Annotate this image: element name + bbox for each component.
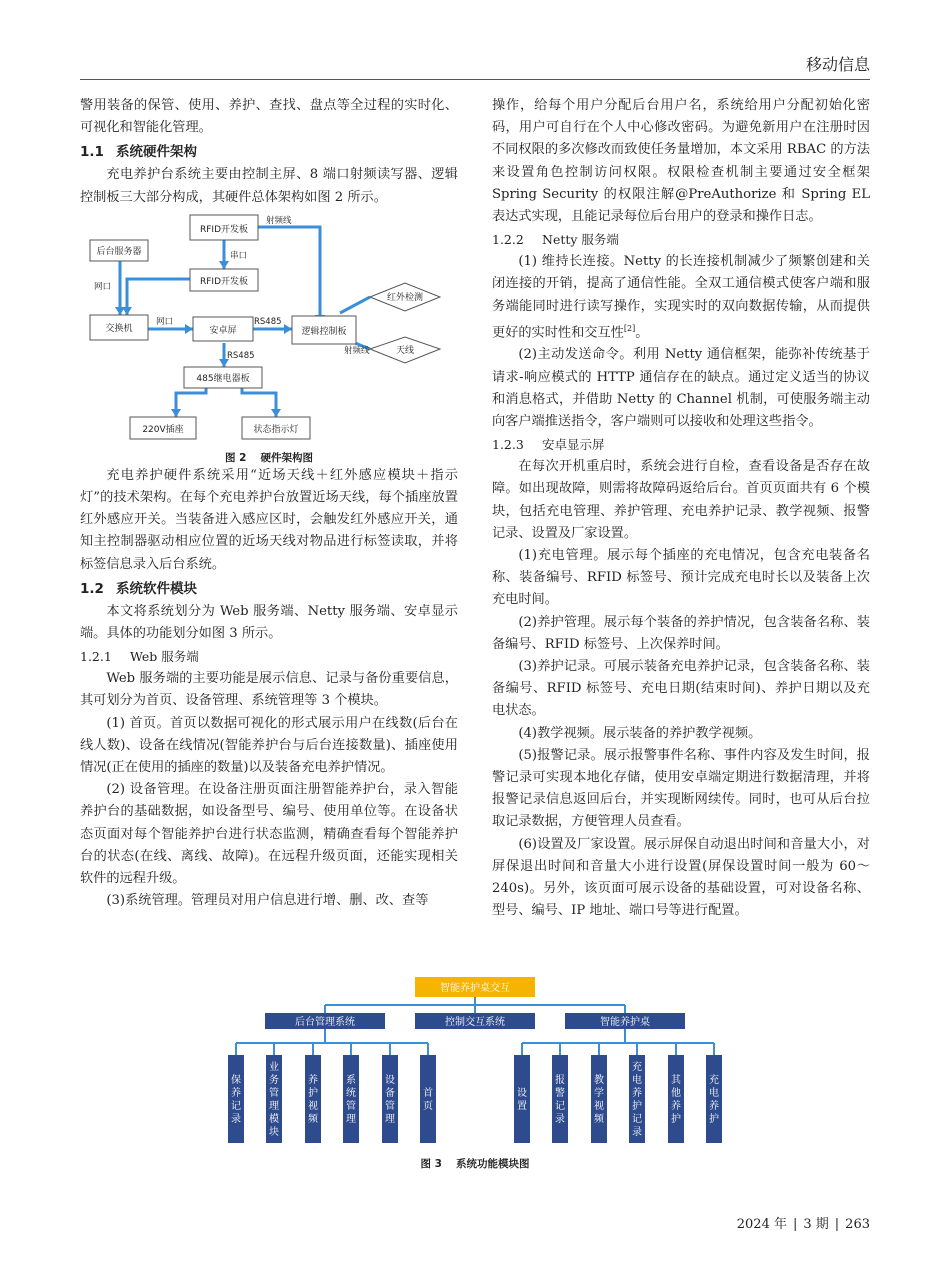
fig3-leaf-char: 养: [671, 1101, 681, 1112]
edge-rf1: [258, 227, 320, 323]
figure-3-caption: 图 3 系统功能模块图: [420, 1158, 530, 1170]
fig3-leaf-box: [552, 1055, 568, 1143]
fig3-leaf-char: 电: [709, 1088, 719, 1099]
fig3-leaf-char: 护: [632, 1101, 642, 1112]
fig3-leaf-char: 块: [269, 1127, 279, 1138]
label-socket: 220V插座: [142, 424, 184, 435]
fig3-leaf-char: 警: [555, 1088, 565, 1099]
fig3-leaf-char: 养: [231, 1088, 241, 1099]
fig3-leaf-char: 理: [385, 1114, 395, 1125]
edge-label-rf1: 射频线: [266, 215, 292, 226]
paragraph: (3)系统管理。管理员对用户信息进行增、删、改、查等: [106, 893, 429, 909]
paragraph: (1) 首页。首页以数据可视化的形式展示用户在线数(后台在线人数)、设备在线情况(智能养护台与后台连接数量)、插座使用情况(正在使用的插座的数量)以及装备充电养护情况。: [80, 715, 458, 776]
fig3-leaf-box: [514, 1055, 530, 1143]
fig3-leaf-char: 理: [269, 1101, 279, 1112]
paragraph: (2)主动发送命令。利用 Netty 通信框架，能弥补传统基于请求-响应模式的 HTTP 通信存在的缺点。通过定义适当的协议和消息格式，并借助 Netty 的 Channel 机制，可使服务端主动向客户端推送指令，客户端则可以接收和处理这些指令。: [492, 347, 870, 430]
footer-year: 2024 年: [736, 1217, 787, 1232]
fig3-leaf-char: 视: [308, 1101, 318, 1112]
footer-page: 263: [845, 1217, 870, 1232]
paragraph: 警用装备的保管、使用、养护、查找、盘点等全过程的实时化、可视化和智能化管理。: [80, 98, 458, 136]
section-heading-1-1: 1.1 系统硬件架构: [80, 144, 197, 161]
fig3-leaf-char: 保: [231, 1075, 241, 1086]
fig3-leaf-char: 养: [632, 1088, 642, 1099]
fig3-leaf-char: 视: [594, 1101, 604, 1112]
paragraph: 本文将系统划分为 Web 服务端、Netty 服务端、安卓显示端。具体的功能划分如图 3 所示。: [80, 603, 458, 642]
label-ir: 红外检测: [386, 292, 424, 303]
footer-issue: 3 期: [803, 1217, 829, 1232]
label-android: 安卓屏: [209, 325, 237, 336]
section-heading-1-2-2: 1.2.2 Netty 服务端: [492, 232, 619, 248]
section-heading-1-2: 1.2 系统软件模块: [80, 580, 197, 597]
edge-label-rf2: 射频线: [344, 345, 370, 356]
figure-3-function-modules: [200, 975, 750, 1150]
journal-title: 移动信息: [805, 55, 870, 74]
fig3-leaf-char: 管: [346, 1101, 356, 1112]
fig3-leaf-box: [668, 1055, 684, 1143]
fig3-leaf-char: 护: [308, 1088, 318, 1099]
fig3-leaf-char: 录: [231, 1114, 241, 1125]
fig3-leaf-char: 频: [594, 1114, 604, 1125]
fig3-leaf-box: [420, 1055, 436, 1143]
fig3-leaf-char: 记: [231, 1101, 241, 1112]
fig3-leaf-char: 电: [632, 1075, 642, 1086]
left-column: [80, 95, 458, 912]
paragraph: (2) 设备管理。在设备注册页面注册智能养护台，录入智能养护台的基础数据，如设备型号、编号、使用单位等。在设备状态页面对每个智能养护台进行状态监测，精确查看每个智能养护台的状态(在线、离线、故障)。在远程升级页面，还能实现相关软件的远程升级。: [80, 782, 458, 887]
fig3-leaf-char: 管: [269, 1088, 279, 1099]
fig3-leaf-char: 备: [385, 1088, 395, 1099]
paragraph: 充电养护硬件系统采用“近场天线＋红外感应模块＋指示灯”的技术架构。在每个充电养护台放置近场天线，每个插座放置红外感应开关。当装备进入感应区时，会触发红外感应开关，通知主控制器驱动相应位置的近场天线对物品进行标签读取，并将标签信息录入后台系统。: [80, 467, 458, 572]
fig3-root-label: 智能养护桌交互: [440, 983, 510, 994]
paragraph: 操作，给每个用户分配后台用户名，系统给用户分配初始化密码，用户可自行在个人中心修改密码。为避免新用户在注册时因不同权限的多次修改而致使任务量增加，本文采用 RBAC 的方法来设置角色控制访问权限。权限检查机制主要通过安全框架 Spring Security 的权限注解@PreAuthorize 和 Spring EL 表达式实现，且能记录每位后台用户的登录和操作日志。: [492, 98, 870, 225]
fig3-leaf-char: 模: [269, 1114, 279, 1125]
citation: [2]: [623, 323, 636, 333]
figure-2-caption: 图 2 硬件架构图: [225, 452, 313, 465]
fig3-leaf-box: [228, 1055, 244, 1143]
fig3-leaf-char: 系: [346, 1075, 356, 1086]
edge-label-rs485a: RS485: [254, 316, 282, 327]
section-heading-1-2-1: 1.2.1 Web 服务端: [80, 649, 199, 665]
fig3-leaf-char: 管: [385, 1101, 395, 1112]
paragraph: Web 服务端的主要功能是展示信息、记录与备份重要信息，其可划分为首页、设备管理、系统管理等 3 个模块。: [80, 671, 458, 709]
label-relay: 485继电器板: [196, 373, 250, 384]
paragraph: (2)养护管理。展示每个装备的养护情况，包含装备名称、装备编号、RFID 标签号、上次保养时间。: [492, 614, 870, 652]
label-switch: 交换机: [105, 323, 133, 334]
fig3-leaf-char: 教: [594, 1075, 604, 1086]
paragraph: (5)报警记录。展示报警事件名称、事件内容及发生时间，报警记录可实现本地化存储，使用安卓端定期进行数据清理，并将报警记录信息返回后台，并实现断网续传。同时，也可从后台拉取记录数据，方便管理人员查看。: [492, 747, 870, 830]
fig3-leaf-box: [706, 1055, 722, 1143]
paragraph: (1) 维持长连接。Netty 的长连接机制减少了频繁创建和关闭连接的开销，提高了通信性能。全双工通信模式使客户端和服务端能同时进行读写操作，实现实时的双向数据传输，从而提供更好的实时性和交互性[2]。: [492, 254, 870, 341]
fig3-leaf-char: 报: [555, 1075, 565, 1086]
label-rfid1: RFID开发板: [199, 224, 249, 235]
paragraph: (3)养护记录。可展示装备充电养护记录，包含装备名称、装备编号、RFID 标签号、充电日期(结束时间)、养护日期以及充电状态。: [492, 659, 870, 719]
fig3-leaf-box: [305, 1055, 321, 1143]
fig3-leaf-char: 养: [709, 1101, 719, 1112]
label-server: 后台服务器: [96, 246, 142, 257]
fig3-leaf-char: 频: [308, 1114, 318, 1125]
paragraph: (6)设置及厂家设置。展示屏保自动退出时间和音量大小，对屏保退出时间和音量大小进行设置(屏保设置时间一般为 60～240s)。另外，该页面可展示设备的基础设置，可对设备名称、型号、编号、IP 地址、端口号等进行配置。: [492, 836, 870, 919]
fig3-leaf-char: 设: [385, 1075, 395, 1086]
edge-logic-ir: [340, 297, 370, 313]
fig3-leaf-char: 充: [709, 1075, 719, 1086]
fig3-leaf-char: 记: [555, 1101, 565, 1112]
paragraph: (1)充电管理。展示每个插座的充电情况，包含充电装备名称、装备编号、RFID 标签号、预计完成充电时长以及装备上次充电时间。: [492, 548, 870, 608]
edge-net1: [127, 279, 190, 315]
fig3-leaf-box: [343, 1055, 359, 1143]
header-rule: [80, 79, 870, 80]
label-antenna: 天线: [395, 345, 415, 356]
label-rfid2: RFID开发板: [199, 276, 249, 287]
fig3-leaf-char: 设: [517, 1088, 527, 1099]
fig3-leaf-char: 页: [423, 1101, 433, 1112]
edge-label-net1: 网口: [94, 281, 112, 292]
fig3-branch-label: 后台管理系统: [295, 1017, 355, 1028]
hardware-diagram: [80, 213, 458, 441]
fig3-branch-label: 控制交互系统: [445, 1017, 505, 1028]
label-logic: 逻辑控制板: [301, 326, 347, 337]
edge-label-rs485b: RS485: [227, 350, 255, 361]
fig3-leaf-char: 置: [517, 1101, 527, 1112]
fig3-leaf-char: 理: [346, 1114, 356, 1125]
fig3-leaf-char: 护: [709, 1114, 719, 1125]
right-column: [492, 95, 870, 923]
fig3-leaf-char: 护: [671, 1114, 681, 1125]
edge-relay-socket: [176, 388, 206, 417]
label-light: 状态指示灯: [253, 424, 299, 435]
paragraph: 在每次开机重启时，系统会进行自检，查看设备是否存在故障。如出现故障，则需将故障码返给后台。首页页面共有 6 个模块，包括充电管理、养护管理、充电养护记录、教学视频、报警记录、设置及厂家设置。: [492, 459, 870, 541]
fig3-leaf-char: 其: [671, 1075, 681, 1086]
edge-label-net2: 网口: [156, 316, 174, 327]
fig3-leaf-char: 充: [632, 1062, 642, 1073]
paragraph: 充电养护台系统主要由控制主屏、8 端口射频读写器、逻辑控制板三大部分构成，其硬件总体架构如图 2 所示。: [80, 167, 458, 205]
fig3-branch-label: 智能养护桌: [600, 1017, 650, 1028]
fig3-leaf-box: [382, 1055, 398, 1143]
fig3-leaf-char: 首: [423, 1088, 433, 1099]
edge-relay-light: [242, 388, 276, 417]
fig3-leaf-char: 录: [555, 1114, 565, 1125]
edge-label-serial: 串口: [230, 250, 248, 261]
fig3-leaf-char: 养: [308, 1075, 318, 1086]
fig3-leaf-box: [591, 1055, 607, 1143]
fig3-leaf-char: 务: [269, 1075, 279, 1086]
page-footer: 2024 年 | 3 期 | 263: [736, 1217, 870, 1232]
fig3-leaf-char: 记: [632, 1114, 642, 1125]
fig3-leaf-char: 录: [632, 1127, 642, 1138]
figure-2-hardware-architecture: [80, 213, 458, 465]
section-heading-1-2-3: 1.2.3 安卓显示屏: [492, 437, 605, 453]
paragraph: (4)教学视频。展示装备的养护教学视频。: [518, 725, 762, 741]
fig3-leaf-char: 统: [346, 1088, 356, 1099]
fig3-leaf-char: 学: [594, 1088, 604, 1099]
fig3-leaf-char: 业: [269, 1062, 279, 1073]
fig3-leaf-char: 他: [671, 1088, 681, 1099]
